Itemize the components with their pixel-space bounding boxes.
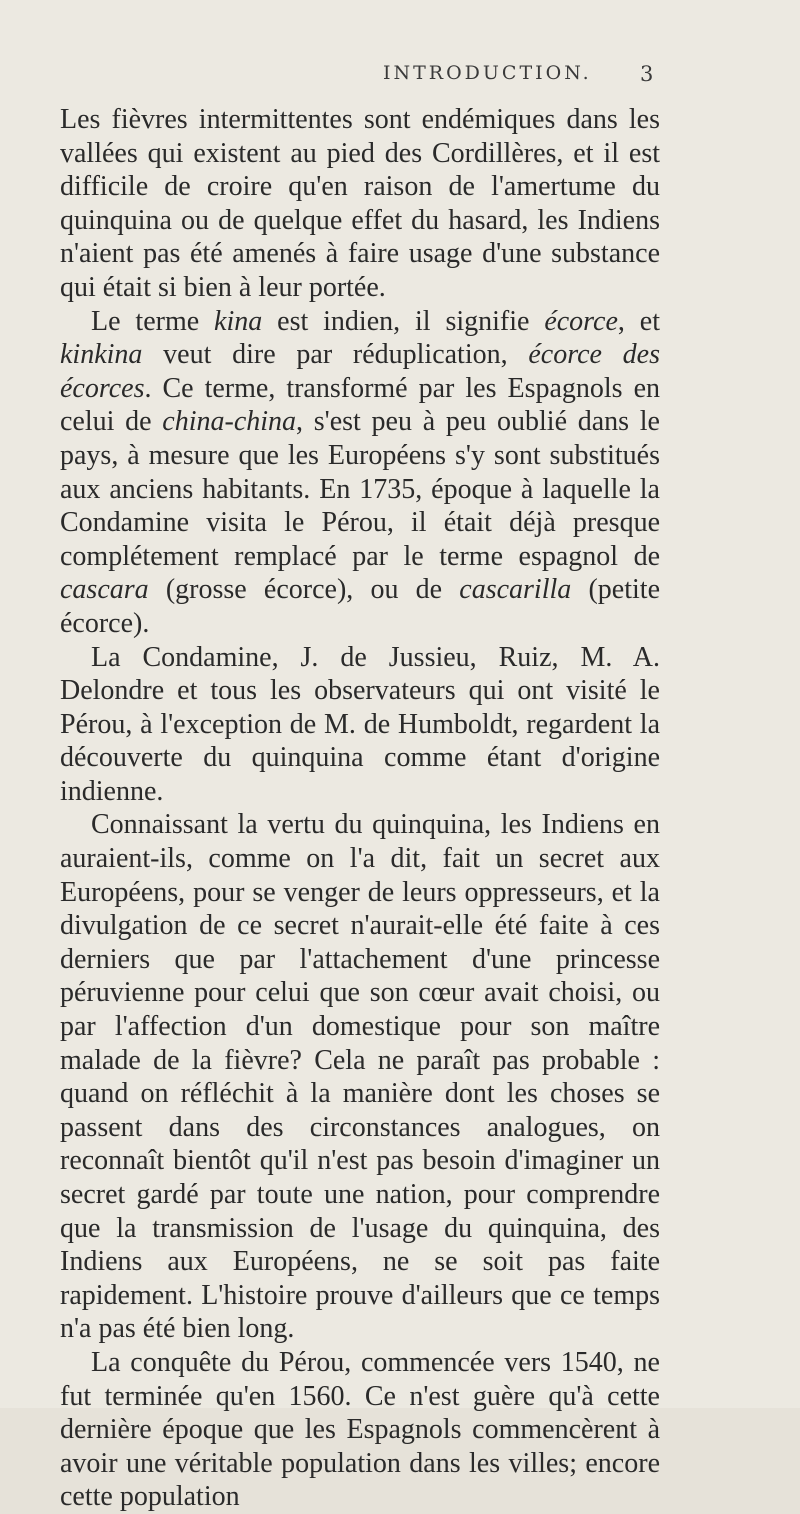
paragraph-2-segment: , s'est peu à peu oublié dans le pays, à mesure que les Européens s'y sont substitués aux anciens habitants. En 1735, époque à laquelle la Condamine visita le Pérou, il était déjà presque complétement remplacé par le terme espagnol de bbox=[60, 406, 660, 572]
italic-term-cascarilla: cascarilla bbox=[459, 574, 572, 606]
paragraph-2-segment: (petite écorce). bbox=[60, 574, 660, 639]
paragraph-1: Les fièvres intermittentes sont endémiques dans les vallées qui existent au pied des Cordillères, et il est difficile de croire qu'en raison de l'amertume du quinquina ou de quelque effet du hasard, les Indiens n'aient pas été amenés à faire usage d'une substance qui était si bien à leur portée. bbox=[60, 104, 660, 303]
italic-term-ecorce: écorce bbox=[544, 305, 618, 337]
paragraph-2-segment: est indien, il signifie bbox=[262, 305, 545, 337]
italic-term-kina: kina bbox=[214, 305, 263, 337]
paragraph-2 bbox=[60, 305, 660, 641]
italic-term-cascara: cascara bbox=[60, 574, 149, 606]
page-header bbox=[0, 62, 800, 96]
paragraph-2-segment: Le terme bbox=[91, 305, 215, 337]
page-number: 3 bbox=[640, 62, 654, 86]
running-head: INTRODUCTION. bbox=[383, 62, 592, 84]
paragraph-2-segment: , et bbox=[617, 305, 660, 337]
paragraph-2-segment: . Ce terme, transformé par les Espagnols en celui de bbox=[60, 372, 660, 438]
italic-term-ecorce-des-ecorces: écorce des écorces bbox=[60, 339, 660, 404]
italic-term-kinkina: kinkina bbox=[60, 339, 143, 371]
paragraph-3: La Condamine, J. de Jussieu, Ruiz, M. A. Delondre et tous les observateurs qui ont visité le Pérou, à l'exception de M. de Humboldt, regardent la découverte du quinquina comme étant d'origine indienne. bbox=[60, 641, 660, 807]
italic-term-china-china: china-china bbox=[162, 406, 297, 438]
paragraph-2-segment: veut dire par réduplication, bbox=[142, 339, 529, 371]
paragraph-2-segment: (grosse écorce), ou de bbox=[148, 574, 460, 606]
body-text bbox=[60, 103, 660, 1514]
paragraph-4: Connaissant la vertu du quinquina, les Indiens en auraient-ils, comme on l'a dit, fait un secret aux Européens, pour se venger de leurs oppresseurs, et la divulgation de ce secret n'aurait-elle été faite à ces derniers que par l'attachement d'une princesse péruvienne pour celui que son cœur avait choisi, ou par l'affection d'un domestique pour son maître malade de la fièvre? Cela ne paraît pas probable : quand on réfléchit à la manière dont les choses se passent dans des circonstances analogues, on reconnaît bientôt qu'il n'est pas besoin d'imaginer un secret gardé par toute une nation, pour comprendre que la transmission de l'usage du quinquina, des Indiens aux Européens, ne se soit pas faite rapidement. L'histoire prouve d'ailleurs que ce temps n'a pas été bien long. bbox=[60, 809, 660, 1345]
paragraph-5: La conquête du Pérou, commencée vers 1540, ne fut terminée qu'en 1560. Ce n'est guère qu'à cette dernière époque que les Espagnols commencèrent à avoir une véritable population dans les villes; encore cette population bbox=[60, 1346, 660, 1513]
